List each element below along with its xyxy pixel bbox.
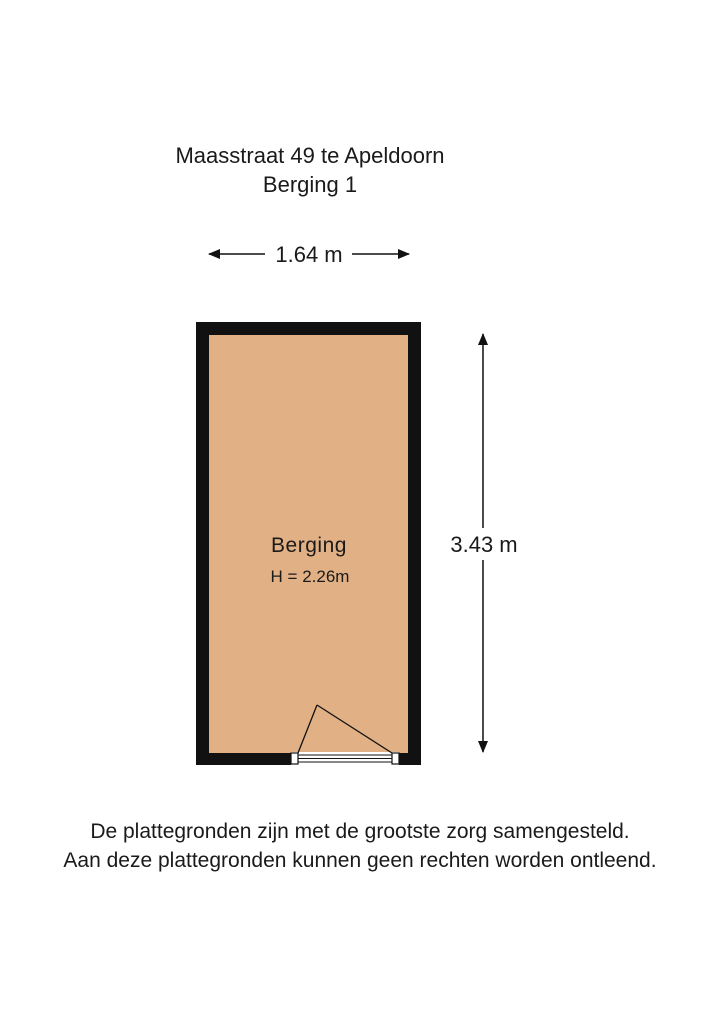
room-height: H = 2.26m [270,567,350,586]
length-dimension [450,334,517,752]
width-label: 1.64 m [275,242,343,267]
address-title: Maasstraat 49 te Apeldoorn [175,143,445,168]
disclaimer [0,817,720,875]
width-dimension [209,242,409,267]
plan-subtitle: Berging 1 [262,172,358,197]
disclaimer-line-2: Aan deze plattegronden kunnen geen rechten worden ontleend. [63,849,657,872]
room-name: Berging [271,534,347,557]
disclaimer-line-1: De plattegronden zijn met de grootste zorg samengesteld. [90,820,630,843]
length-label: 3.43 m [450,532,518,557]
